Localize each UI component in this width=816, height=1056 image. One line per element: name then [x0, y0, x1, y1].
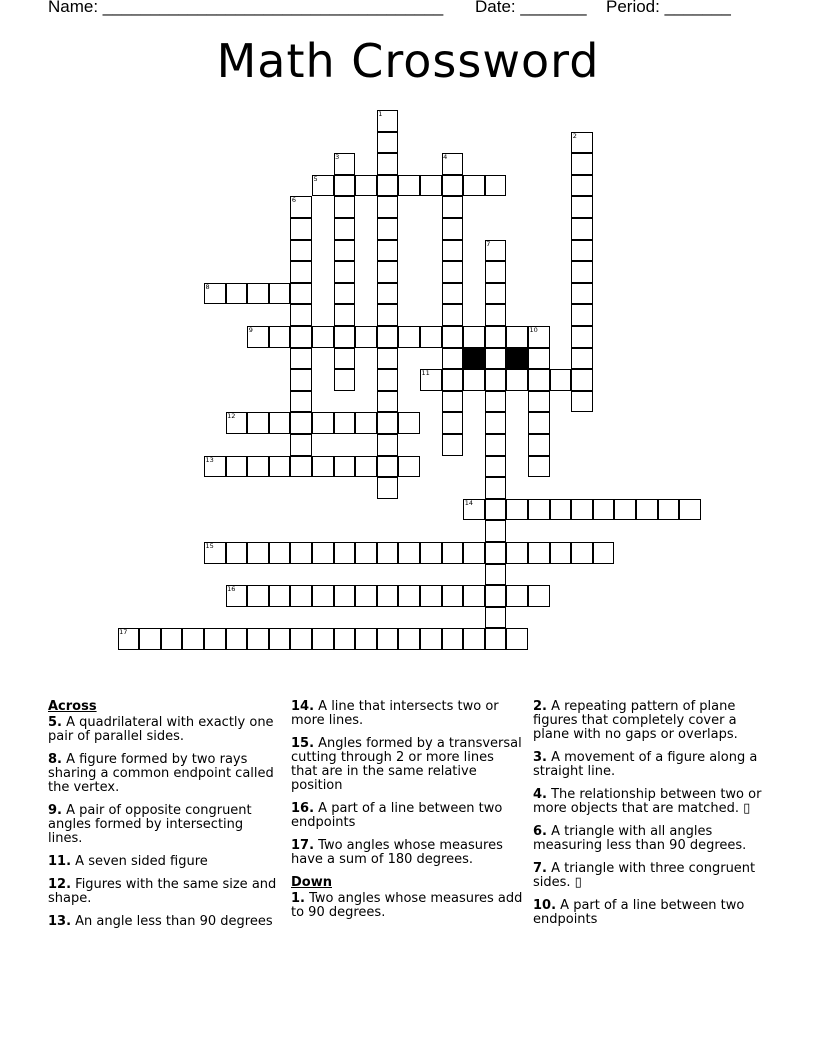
grid-cell[interactable]	[334, 218, 356, 240]
cell-number: 10	[529, 326, 538, 334]
grid-cell[interactable]	[334, 304, 356, 326]
grid-cell[interactable]	[204, 542, 226, 564]
cell-number: 11	[421, 369, 430, 378]
grid-cell[interactable]	[377, 283, 399, 305]
clue-text: A part of a line between two endpoints	[291, 801, 503, 830]
grid-cell[interactable]	[269, 585, 291, 607]
grid-cell[interactable]	[506, 369, 528, 391]
clue-item	[291, 802, 523, 830]
grid-cell[interactable]	[420, 369, 442, 391]
clue-number: 1.	[291, 891, 305, 906]
grid-cell[interactable]	[485, 585, 507, 607]
grid-cell[interactable]	[247, 542, 269, 564]
grid-cell[interactable]	[334, 240, 356, 262]
grid-cell[interactable]	[463, 542, 485, 564]
clue-number: 11.	[48, 854, 72, 869]
clue-item	[533, 825, 765, 853]
grid-cell[interactable]	[377, 456, 399, 478]
grid-cell[interactable]	[269, 412, 291, 434]
grid-cell[interactable]	[312, 412, 334, 434]
grid-cell[interactable]	[377, 412, 399, 434]
grid-cell[interactable]	[442, 542, 464, 564]
grid-cell[interactable]	[528, 499, 550, 521]
grid-cell[interactable]	[571, 348, 593, 370]
clue-text: A line that intersects two or more lines.	[291, 699, 499, 728]
grid-cell[interactable]	[506, 628, 528, 650]
cell-number: 14	[464, 498, 473, 507]
grid-cell[interactable]	[377, 196, 399, 218]
grid-cell[interactable]	[442, 348, 464, 370]
grid-cell[interactable]	[420, 628, 442, 650]
grid-cell[interactable]	[442, 196, 464, 218]
grid-cell[interactable]	[312, 175, 334, 197]
clue-number: 12.	[48, 877, 72, 892]
grid-cell[interactable]	[247, 456, 269, 478]
grid-cell[interactable]	[442, 261, 464, 283]
clue-text: Figures with the same size and shape.	[48, 877, 277, 906]
clue-text: A quadrilateral with exactly one pair of parallel sides.	[48, 715, 274, 744]
clues-column-1	[48, 700, 280, 938]
grid-cell[interactable]	[485, 240, 507, 262]
grid-cell[interactable]	[398, 456, 420, 478]
grid-cell[interactable]	[377, 175, 399, 197]
grid-cell[interactable]	[398, 542, 420, 564]
grid-cell[interactable]	[269, 628, 291, 650]
clue-number: 6.	[533, 824, 547, 839]
grid-cell[interactable]	[485, 175, 507, 197]
grid-cell[interactable]	[420, 585, 442, 607]
grid-cell[interactable]	[571, 196, 593, 218]
grid-cell[interactable]	[463, 175, 485, 197]
cell-number: 12	[227, 412, 236, 421]
grid-cell[interactable]	[355, 412, 377, 434]
blocked-cell	[506, 348, 528, 370]
grid-cell[interactable]	[442, 628, 464, 650]
grid-cell[interactable]	[355, 326, 377, 348]
grid-cell[interactable]	[334, 175, 356, 197]
cell-number: 4	[443, 153, 448, 162]
clue-item	[48, 753, 280, 795]
grid-cell[interactable]	[571, 304, 593, 326]
grid-cell[interactable]	[355, 542, 377, 564]
clue-text: Two angles whose measures add to 90 degrees.	[291, 891, 523, 920]
grid-cell[interactable]	[571, 175, 593, 197]
grid-cell[interactable]	[290, 261, 312, 283]
grid-cell[interactable]	[226, 456, 248, 478]
grid-cell[interactable]	[334, 412, 356, 434]
grid-cell[interactable]	[550, 542, 572, 564]
grid-cell[interactable]	[377, 628, 399, 650]
grid-cell[interactable]	[420, 542, 442, 564]
grid-cell[interactable]	[312, 628, 334, 650]
grid-cell[interactable]	[290, 283, 312, 305]
grid-cell[interactable]	[485, 520, 507, 542]
grid-cell[interactable]	[398, 585, 420, 607]
grid-cell[interactable]	[550, 369, 572, 391]
clue-number: 17.	[291, 838, 315, 853]
grid-cell[interactable]	[571, 326, 593, 348]
grid-cell[interactable]	[377, 434, 399, 456]
clue-text: A movement of a figure along a straight line.	[533, 750, 758, 779]
grid-cell[interactable]	[312, 326, 334, 348]
grid-cell[interactable]	[334, 628, 356, 650]
clue-item	[291, 737, 523, 793]
clue-text: A seven sided figure	[71, 854, 208, 869]
grid-cell[interactable]	[355, 585, 377, 607]
grid-cell[interactable]	[485, 628, 507, 650]
grid-cell[interactable]	[290, 196, 312, 218]
grid-cell[interactable]	[398, 628, 420, 650]
grid-cell[interactable]	[377, 348, 399, 370]
across-clue-list	[48, 716, 280, 929]
clue-number: 13.	[48, 914, 72, 929]
clue-item	[533, 700, 765, 742]
clue-number: 9.	[48, 803, 62, 818]
grid-cell[interactable]	[269, 283, 291, 305]
grid-cell[interactable]	[506, 585, 528, 607]
grid-cell[interactable]	[658, 499, 680, 521]
grid-cell[interactable]	[247, 412, 269, 434]
grid-cell[interactable]	[571, 283, 593, 305]
grid-cell[interactable]	[442, 412, 464, 434]
grid-cell[interactable]	[528, 456, 550, 478]
date-field[interactable]: Date: _______	[475, 0, 587, 16]
grid-cell[interactable]	[290, 240, 312, 262]
grid-cell[interactable]	[204, 283, 226, 305]
cell-number: 6	[291, 196, 297, 205]
grid-cell[interactable]	[442, 391, 464, 413]
grid-cell[interactable]	[398, 412, 420, 434]
grid-cell[interactable]	[528, 434, 550, 456]
grid-cell[interactable]	[679, 499, 701, 521]
cell-number: 16	[227, 585, 236, 594]
grid-cell[interactable]	[290, 456, 312, 478]
clues-column-3	[533, 700, 765, 936]
clue-item	[48, 855, 280, 869]
grid-cell[interactable]	[377, 240, 399, 262]
grid-cell[interactable]	[334, 585, 356, 607]
grid-cell[interactable]	[398, 175, 420, 197]
grid-cell[interactable]	[334, 369, 356, 391]
grid-cell[interactable]	[312, 456, 334, 478]
clue-number: 10.	[533, 898, 557, 913]
grid-cell[interactable]	[636, 499, 658, 521]
cell-number: 8	[205, 282, 210, 291]
grid-cell[interactable]	[161, 628, 183, 650]
grid-cell[interactable]	[485, 326, 507, 348]
grid-cell[interactable]	[571, 369, 593, 391]
clue-number: 5.	[48, 715, 62, 730]
grid-cell[interactable]	[593, 499, 615, 521]
grid-cell[interactable]	[377, 585, 399, 607]
grid-cell[interactable]	[269, 326, 291, 348]
grid-cell[interactable]	[334, 283, 356, 305]
cell-number: 1	[378, 110, 383, 118]
grid-cell[interactable]	[442, 369, 464, 391]
grid-cell[interactable]	[463, 628, 485, 650]
grid-cell[interactable]	[463, 369, 485, 391]
clue-text: A triangle with three congruent sides. ▯	[533, 861, 756, 890]
grid-cell[interactable]	[377, 132, 399, 154]
grid-cell[interactable]	[485, 348, 507, 370]
grid-cell[interactable]	[528, 348, 550, 370]
grid-cell[interactable]	[614, 499, 636, 521]
grid-cell[interactable]	[377, 542, 399, 564]
clue-text: Angles formed by a transversal cutting through 2 or more lines that are in the same relative position	[291, 736, 522, 793]
clue-text: The relationship between two or more objects that are matched. ▯	[533, 787, 762, 816]
grid-cell[interactable]	[312, 542, 334, 564]
grid-cell[interactable]	[528, 585, 550, 607]
down-heading: Down	[291, 875, 332, 890]
grid-cell[interactable]	[463, 585, 485, 607]
clue-number: 7.	[533, 861, 547, 876]
grid-cell[interactable]	[463, 499, 485, 521]
grid-cell[interactable]	[290, 348, 312, 370]
grid-cell[interactable]	[528, 542, 550, 564]
grid-cell[interactable]	[290, 585, 312, 607]
clue-item	[48, 915, 280, 929]
grid-cell[interactable]	[571, 542, 593, 564]
grid-cell[interactable]	[442, 434, 464, 456]
grid-cell[interactable]	[398, 326, 420, 348]
grid-cell[interactable]	[506, 326, 528, 348]
period-field[interactable]: Period: _______	[606, 0, 731, 16]
grid-cell[interactable]	[506, 542, 528, 564]
grid-cell[interactable]	[377, 153, 399, 175]
clue-number: 16.	[291, 801, 315, 816]
grid-cell[interactable]	[485, 412, 507, 434]
grid-cell[interactable]	[334, 196, 356, 218]
grid-cell[interactable]	[485, 456, 507, 478]
grid-cell[interactable]	[355, 628, 377, 650]
grid-cell[interactable]	[377, 110, 399, 132]
clue-text: A triangle with all angles measuring less than 90 degrees.	[533, 824, 747, 853]
clue-text: A repeating pattern of plane figures that completely cover a plane with no gaps or overlaps.	[533, 699, 738, 742]
grid-cell[interactable]	[442, 218, 464, 240]
grid-cell[interactable]	[118, 628, 140, 650]
grid-cell[interactable]	[334, 542, 356, 564]
grid-cell[interactable]	[334, 456, 356, 478]
cell-number: 7	[486, 239, 491, 248]
grid-cell[interactable]	[442, 283, 464, 305]
clue-number: 14.	[291, 699, 315, 714]
grid-cell[interactable]	[571, 153, 593, 175]
grid-cell[interactable]	[355, 456, 377, 478]
grid-cell[interactable]	[204, 628, 226, 650]
grid-cell[interactable]	[290, 304, 312, 326]
grid-cell[interactable]	[442, 326, 464, 348]
grid-cell[interactable]	[485, 283, 507, 305]
clue-item	[48, 716, 280, 744]
grid-cell[interactable]	[485, 261, 507, 283]
grid-cell[interactable]	[247, 585, 269, 607]
grid-cell[interactable]	[571, 261, 593, 283]
name-field[interactable]: Name: ____________________________________	[48, 0, 444, 16]
grid-cell[interactable]	[485, 391, 507, 413]
grid-cell[interactable]	[139, 628, 161, 650]
grid-cell[interactable]	[182, 628, 204, 650]
grid-cell[interactable]	[420, 175, 442, 197]
grid-cell[interactable]	[312, 585, 334, 607]
grid-cell[interactable]	[290, 218, 312, 240]
cell-number: 13	[205, 455, 214, 464]
blocked-cell	[463, 348, 485, 370]
grid-cell[interactable]	[485, 564, 507, 586]
clue-number: 3.	[533, 750, 547, 765]
grid-cell[interactable]	[420, 326, 442, 348]
grid-cell[interactable]	[377, 304, 399, 326]
clue-item	[533, 899, 765, 927]
cell-number: 5	[313, 174, 318, 183]
grid-cell[interactable]	[204, 456, 226, 478]
clue-text: A figure formed by two rays sharing a common endpoint called the vertex.	[48, 752, 274, 795]
clue-item	[291, 700, 523, 728]
grid-cell[interactable]	[290, 628, 312, 650]
clue-item	[48, 878, 280, 906]
clue-item	[533, 788, 765, 816]
grid-cell[interactable]	[485, 607, 507, 629]
grid-cell[interactable]	[506, 499, 528, 521]
grid-cell[interactable]	[334, 153, 356, 175]
grid-cell[interactable]	[377, 326, 399, 348]
clue-item	[533, 862, 765, 890]
grid-cell[interactable]	[528, 369, 550, 391]
clue-text: An angle less than 90 degrees	[71, 914, 273, 929]
grid-cell[interactable]	[485, 434, 507, 456]
grid-cell[interactable]	[269, 456, 291, 478]
grid-cell[interactable]	[226, 542, 248, 564]
grid-cell[interactable]	[571, 132, 593, 154]
page-title: Math Crossword	[216, 34, 600, 88]
grid-cell[interactable]	[593, 542, 615, 564]
cell-number: 2	[572, 131, 577, 140]
grid-cell[interactable]	[355, 175, 377, 197]
grid-cell[interactable]	[528, 326, 550, 348]
grid-cell[interactable]	[334, 261, 356, 283]
clues-column-2	[291, 700, 523, 929]
grid-cell[interactable]	[247, 628, 269, 650]
grid-cell[interactable]	[226, 412, 248, 434]
grid-cell[interactable]	[290, 412, 312, 434]
grid-cell[interactable]	[528, 412, 550, 434]
across-clue-list-continued	[291, 700, 523, 867]
grid-cell[interactable]	[571, 240, 593, 262]
cell-number: 3	[335, 153, 340, 162]
grid-cell[interactable]	[442, 175, 464, 197]
grid-cell[interactable]	[463, 326, 485, 348]
grid-cell[interactable]	[485, 304, 507, 326]
grid-cell[interactable]	[485, 499, 507, 521]
grid-cell[interactable]	[377, 369, 399, 391]
grid-cell[interactable]	[485, 477, 507, 499]
grid-cell[interactable]	[377, 218, 399, 240]
down-clue-list	[291, 892, 523, 920]
clue-text: A pair of opposite congruent angles formed by intersecting lines.	[48, 803, 252, 846]
cell-number: 9	[248, 326, 253, 334]
down-clue-list-continued	[533, 700, 765, 927]
grid-cell[interactable]	[442, 240, 464, 262]
grid-cell[interactable]	[290, 542, 312, 564]
grid-cell[interactable]	[485, 369, 507, 391]
grid-cell[interactable]	[571, 391, 593, 413]
clue-item	[291, 892, 523, 920]
clue-number: 15.	[291, 736, 315, 751]
grid-cell[interactable]	[377, 391, 399, 413]
grid-cell[interactable]	[226, 283, 248, 305]
grid-cell[interactable]	[247, 283, 269, 305]
grid-cell[interactable]	[334, 348, 356, 370]
clue-item	[533, 751, 765, 779]
grid-cell[interactable]	[290, 326, 312, 348]
grid-cell[interactable]	[334, 326, 356, 348]
grid-cell[interactable]	[290, 369, 312, 391]
grid-cell[interactable]	[528, 391, 550, 413]
grid-cell[interactable]	[442, 585, 464, 607]
grid-cell[interactable]	[247, 326, 269, 348]
clue-number: 8.	[48, 752, 62, 767]
clue-number: 2.	[533, 699, 547, 714]
clue-text: A part of a line between two endpoints	[533, 898, 745, 927]
grid-cell[interactable]	[226, 585, 248, 607]
cell-number: 15	[205, 542, 214, 550]
cell-number: 17	[119, 628, 128, 637]
grid-cell[interactable]	[269, 542, 291, 564]
grid-cell[interactable]	[442, 153, 464, 175]
clue-item	[291, 839, 523, 867]
grid-cell[interactable]	[226, 628, 248, 650]
grid-cell[interactable]	[485, 542, 507, 564]
grid-cell[interactable]	[377, 477, 399, 499]
grid-cell[interactable]	[377, 261, 399, 283]
grid-cell[interactable]	[571, 218, 593, 240]
clue-text: Two angles whose measures have a sum of 180 degrees.	[291, 838, 503, 867]
clue-number: 4.	[533, 787, 547, 802]
grid-cell[interactable]	[442, 304, 464, 326]
grid-cell[interactable]	[290, 391, 312, 413]
grid-cell[interactable]	[571, 499, 593, 521]
grid-cell[interactable]	[550, 499, 572, 521]
grid-cell[interactable]	[290, 434, 312, 456]
across-heading: Across	[48, 699, 97, 714]
clue-item	[48, 804, 280, 846]
